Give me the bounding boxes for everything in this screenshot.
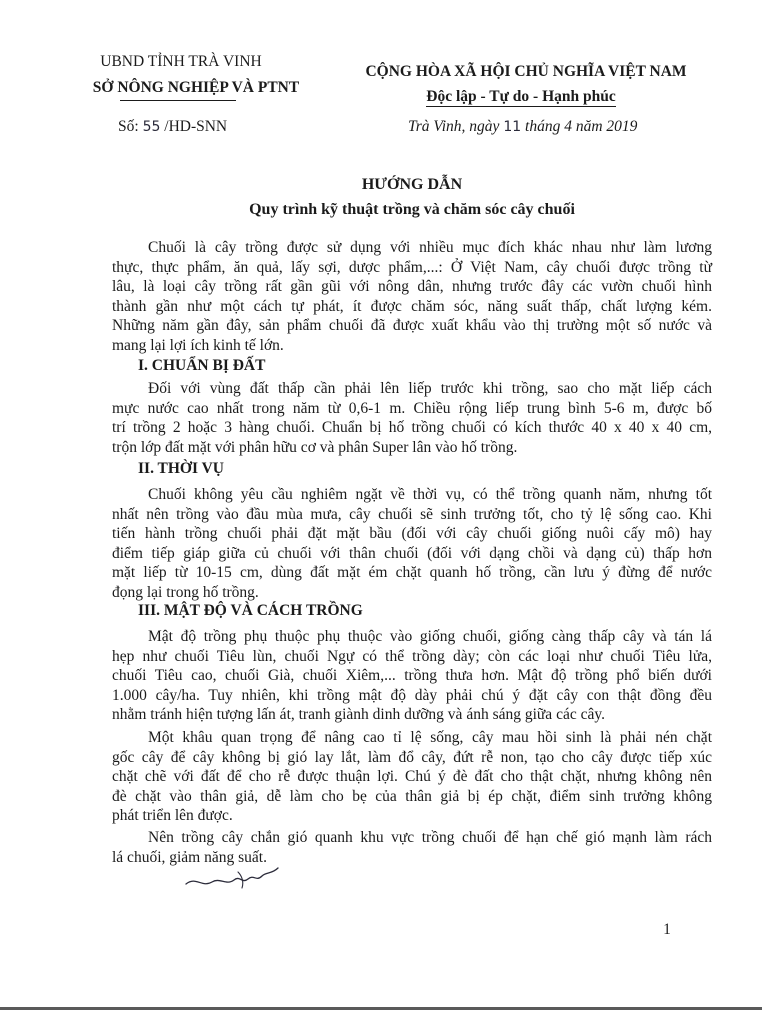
- date-prefix: Trà Vinh, ngày: [408, 118, 500, 135]
- bottom-rule: [0, 1007, 762, 1010]
- text-line: nhằm tránh hiện tượng lấn át, tranh giành dinh dưỡng và ánh sáng giữa các cây.: [112, 706, 605, 724]
- text-line: Chuối là cây trồng được sử dụng với nhiều mục đích khác nhau như làm lương: [148, 239, 712, 256]
- text-line: nhất nên trồng vào đầu mùa mưa, cây chuối sẽ sinh trưởng tốt, cho tỷ lệ sống cao. Khi: [112, 505, 712, 523]
- signature-initials: [182, 862, 282, 894]
- text-line: thành gần như một cách tự phát, ít được chăm sóc, năng suất thấp, chất lượng kém.: [112, 297, 712, 315]
- section-heading-2: II. THỜI VỤ: [138, 460, 224, 477]
- text-line: Chuối không yêu cầu nghiêm ngặt về thời vụ, có thể trồng quanh năm, nhưng tốt: [148, 486, 712, 503]
- text-line: hẹp như chuối Tiêu lùn, chuối Ngự có thể trồng dày; còn các loại như chuối Tiêu lửa,: [112, 647, 712, 665]
- text-line: mực nước cao nhất trong năm từ 0,6-1 m. Chiều rộng liếp trung bình 5-6 m, được bố: [112, 399, 712, 417]
- section3-paragraph-1: [112, 627, 712, 725]
- text-line: đọng lại trong hố trồng.: [112, 583, 259, 601]
- text-line: Những năm gần đây, sản phẩm chuối đã được xuất khẩu vào thị trường một số nước và: [112, 317, 712, 335]
- text-line: Mật độ trồng phụ thuộc phụ thuộc vào giống chuối, giống càng thấp cây và tán lá: [148, 628, 712, 645]
- number-suffix: /HD-SNN: [164, 118, 228, 135]
- nation-title: CỘNG HÒA XÃ HỘI CHỦ NGHĨA VIỆT NAM: [365, 63, 687, 80]
- text-line: Nên trồng cây chắn gió quanh khu vực trồng chuối để hạn chế gió mạnh làm rách: [148, 829, 712, 846]
- text-line: trộn lớp đất mặt với phân hữu cơ và phân Super lân vào hố trồng.: [112, 438, 518, 456]
- text-line: gốc cây để cây không bị gió lay lắt, làm đổ cây, đứt rễ non, tạo cho cây được tiếp xúc: [112, 748, 712, 766]
- section1-paragraph: [112, 379, 712, 457]
- text-line: mang lại lợi ích kinh tế lớn.: [112, 336, 284, 354]
- text-line: chặt chẽ với đất để cho rễ được thuận lợi. Chú ý đè đất cho thật chặt, nhưng không nên: [112, 768, 712, 786]
- intro-paragraph: [112, 238, 712, 356]
- motto: [336, 87, 706, 107]
- agency-name: SỞ NÔNG NGHIỆP VÀ PTNT: [92, 79, 300, 96]
- place-date: [408, 117, 637, 137]
- text-line: trí trồng 2 hoặc 3 hàng chuối. Chuẩn bị hố trồng chuối có kích thước 40 x 40 x 40 cm,: [112, 419, 712, 437]
- text-line: Đối với vùng đất thấp cần phải lên liếp trước khi trồng, sao cho mặt liếp cách: [148, 380, 712, 397]
- document-title: HƯỚNG DẪN: [361, 176, 463, 193]
- text-line: điểm tiếp giáp giữa củ chuối với thân chuối (đối với dạng chồi và dạng củ) thấp hơn: [112, 544, 712, 562]
- section-heading-3: III. MẬT ĐỘ VÀ CÁCH TRỒNG: [138, 602, 363, 619]
- section2-paragraph: [112, 485, 712, 603]
- number-value: 55: [142, 119, 161, 135]
- document-subtitle: Quy trình kỹ thuật trồng và chăm sóc cây chuối: [249, 201, 575, 218]
- date-day: 11: [503, 119, 522, 135]
- section-heading-1: I. CHUẨN BỊ ĐẤT: [138, 357, 266, 374]
- agency-parent: UBND TỈNH TRÀ VINH: [100, 53, 262, 70]
- text-line: phát triển lên được.: [112, 807, 233, 825]
- document-number: [118, 117, 227, 137]
- text-line: lá chuối, giảm năng suất.: [112, 848, 267, 866]
- text-line: Một khâu quan trọng để nâng cao tỉ lệ sống, cây mau hồi sinh là phải nén chặt: [148, 729, 712, 746]
- text-line: mặt liếp từ 10-15 cm, dùng đất mặt ém chặt quanh hố trồng, cần lưu ý đừng để nước: [112, 564, 712, 582]
- text-line: chuối Tiêu cao, chuối Già, chuối Xiêm,... trồng thưa hơn. Mật độ trồng phổ biến dưới: [112, 667, 712, 685]
- text-line: 1.000 cây/ha. Tuy nhiên, khi trồng mật độ dày phải chú ý đặt cây con thật đồng đều: [112, 686, 712, 704]
- text-line: lâu, là loại cây trồng rất gần gũi với nông dân, nhưng trước đây các vườn chuối hình: [112, 278, 712, 296]
- agency-underline: [120, 100, 236, 101]
- motto-text: Độc lập - Tự do - Hạnh phúc: [426, 88, 616, 105]
- date-suffix: tháng 4 năm 2019: [525, 118, 638, 135]
- text-line: thực, thực phẩm, ăn quả, lấy sợi, dược phẩm,...: Ở Việt Nam, cây chuối được trồng từ: [112, 258, 712, 276]
- number-prefix: Số:: [118, 118, 139, 135]
- section3-paragraph-2: [112, 728, 712, 826]
- text-line: đè chặt vào thân giả, dễ làm cho bẹ của thân giả bị ép chặt, điểm sinh trưởng không: [112, 787, 712, 805]
- page-number: 1: [663, 921, 671, 938]
- text-line: tiến hành trồng chuối phải đặt mặt bầu (đối với cây chuối giống nuôi cấy mô) hay: [112, 525, 712, 543]
